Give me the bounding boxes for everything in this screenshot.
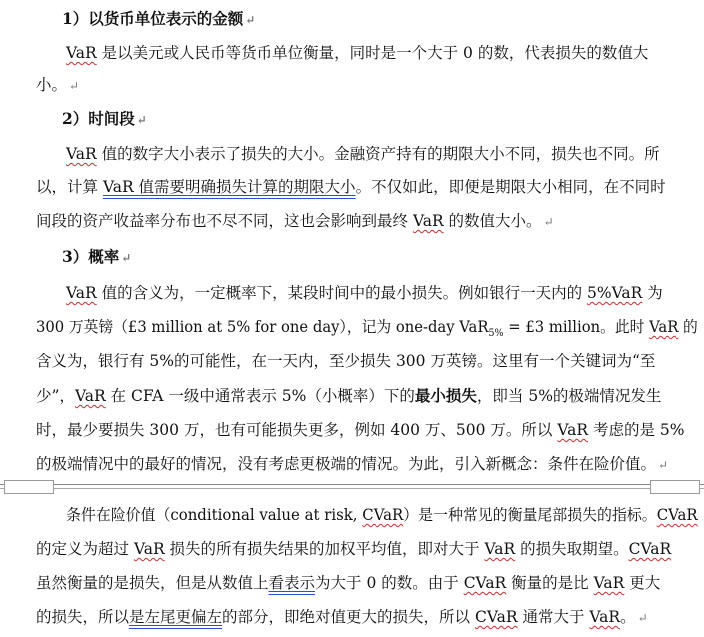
text-run: 以，计算 xyxy=(36,178,103,196)
text-run: 的 xyxy=(678,318,698,336)
text-run: 300 万英镑（£3 million at 5% for one day），记为 one-day VaR xyxy=(36,318,489,336)
heading-text: 1）以货币单位表示的金额 xyxy=(62,9,244,28)
term-var: VaR xyxy=(66,284,97,302)
heading-text: 3）概率 xyxy=(62,247,120,266)
subscript-5-percent: 5% xyxy=(488,328,504,339)
heading-text: 2）时间段 xyxy=(62,109,135,128)
text-run: 衡量的是比 xyxy=(506,574,594,592)
paragraph-line xyxy=(36,344,655,378)
paragraph-line xyxy=(36,532,671,566)
term-var: VaR xyxy=(66,44,97,62)
text-run: 时，最少要损失 300 万，也有可能损失更多，例如 400 万、500 万。所以 xyxy=(36,421,558,439)
page-break-left-marker xyxy=(4,480,54,494)
text-run: 间段的资产收益率分布也不尽不同，这也会影响到最终 xyxy=(36,212,413,230)
paragraph-line xyxy=(36,600,648,634)
paragraph-line xyxy=(36,68,79,102)
text-run: 虽然衡量的是损失，但是从数值上 xyxy=(36,574,269,592)
text-run: 值的数字大小表示了损失的大小。金融资产持有的期限大小不同，损失也不同。所 xyxy=(96,145,660,163)
term-var: VaR xyxy=(649,318,679,336)
paragraph-line xyxy=(36,413,684,447)
paragraph-line xyxy=(66,276,663,310)
heading-time-period xyxy=(62,102,147,136)
paragraph-mark-icon: ↵ xyxy=(136,113,147,127)
term-var: VaR xyxy=(557,421,589,439)
term-var: VaR xyxy=(589,608,621,626)
text-run: 小。 xyxy=(36,76,68,94)
page-break-right-marker xyxy=(650,480,700,494)
text-run: 为大于 0 的数。由于 xyxy=(315,574,464,592)
paragraph-mark-icon: ↵ xyxy=(637,611,648,625)
paragraph-line xyxy=(36,447,668,481)
paragraph-mark-icon: ↵ xyxy=(658,458,669,472)
text-run: 通常大于 xyxy=(517,608,590,626)
term-5-percent-var: 5%VaR xyxy=(587,284,643,302)
term-cvar: CVaR xyxy=(362,506,404,524)
paragraph-mark-icon: ↵ xyxy=(69,79,80,93)
term-cvar: CVaR xyxy=(474,608,518,626)
term-var: VaR xyxy=(74,387,106,405)
term-cvar: CVaR xyxy=(656,506,698,524)
paragraph-mark-icon: ↵ xyxy=(245,13,256,27)
paragraph-line xyxy=(66,498,698,532)
text-run: 值的含义为，一定概率下，某段时间中的最小损失。例如银行一天内的 xyxy=(96,284,588,302)
heading-amount xyxy=(62,2,255,36)
text-run: 。不仅如此，即便是期限大小相同，在不同时 xyxy=(355,178,666,196)
term-cvar: CVaR xyxy=(628,540,672,558)
text-run: 。 xyxy=(620,608,636,626)
paragraph-line xyxy=(36,170,666,204)
divider-line xyxy=(0,488,704,489)
term-var: VaR xyxy=(133,540,165,558)
text-run: 考虑的是 5% xyxy=(588,421,685,439)
text-run: ，即当 5%的极端情况发生 xyxy=(476,387,662,405)
text-run: 的极端情况中的最好的情况，没有考虑更极端的情况。为此，引入新概念：条件在险价值。 xyxy=(36,455,657,473)
text-run: 含义为，银行有 5%的可能性，在一天内，至少损失 300 万英镑。这里有一个关键词为“至 xyxy=(36,352,656,370)
term-var: VaR xyxy=(412,212,444,230)
grammar-flag-text: 看表示 xyxy=(268,574,316,592)
term-var: VaR xyxy=(593,574,625,592)
paragraph-mark-icon: ↵ xyxy=(121,251,132,265)
text-run: = £3 million。此时 xyxy=(503,318,650,336)
text-run: 的部分，即绝对值更大的损失，所以 xyxy=(222,608,475,626)
paragraph-line xyxy=(36,204,554,238)
text-run: 的损失取期望。 xyxy=(515,540,629,558)
term-var: VaR xyxy=(484,540,516,558)
text-run: 是以美元或人民币等货币单位衡量，同时是一个大于 0 的数，代表损失的数值大 xyxy=(96,44,649,62)
grammar-flag-text: 是左尾更偏左 xyxy=(129,608,223,626)
text-run: 损失的所有损失结果的加权平均值，即对大于 xyxy=(164,540,485,558)
page-break-divider xyxy=(0,480,704,494)
grammar-flag-text: VaR 值需要明确损失计算的期限大小 xyxy=(102,178,356,196)
text-run: 条件在险价值（conditional value at risk, xyxy=(66,506,363,524)
paragraph-mark-icon: ↵ xyxy=(543,215,554,229)
paragraph-line xyxy=(36,379,661,413)
paragraph-line xyxy=(66,36,648,70)
text-run: 的定义为超过 xyxy=(36,540,134,558)
divider-line xyxy=(0,484,704,485)
heading-probability xyxy=(62,240,131,274)
text-run: ）是一种常见的衡量尾部损失的指标。 xyxy=(403,506,657,524)
paragraph-line xyxy=(36,310,698,344)
bold-term-minimum-loss: 最小损失 xyxy=(414,386,477,405)
text-run: 的数值大小。 xyxy=(443,212,542,230)
text-run: 少”， xyxy=(36,387,75,405)
text-run: 的损失，所以 xyxy=(36,608,130,626)
text-run: 在 CFA 一级中通常表示 5%（小概率）下的 xyxy=(105,387,415,405)
paragraph-line xyxy=(66,137,660,171)
paragraph-line xyxy=(36,566,660,600)
text-run: 更大 xyxy=(624,574,661,592)
term-var: VaR xyxy=(66,145,97,163)
text-run: 为 xyxy=(642,284,663,302)
term-cvar: CVaR xyxy=(463,574,507,592)
